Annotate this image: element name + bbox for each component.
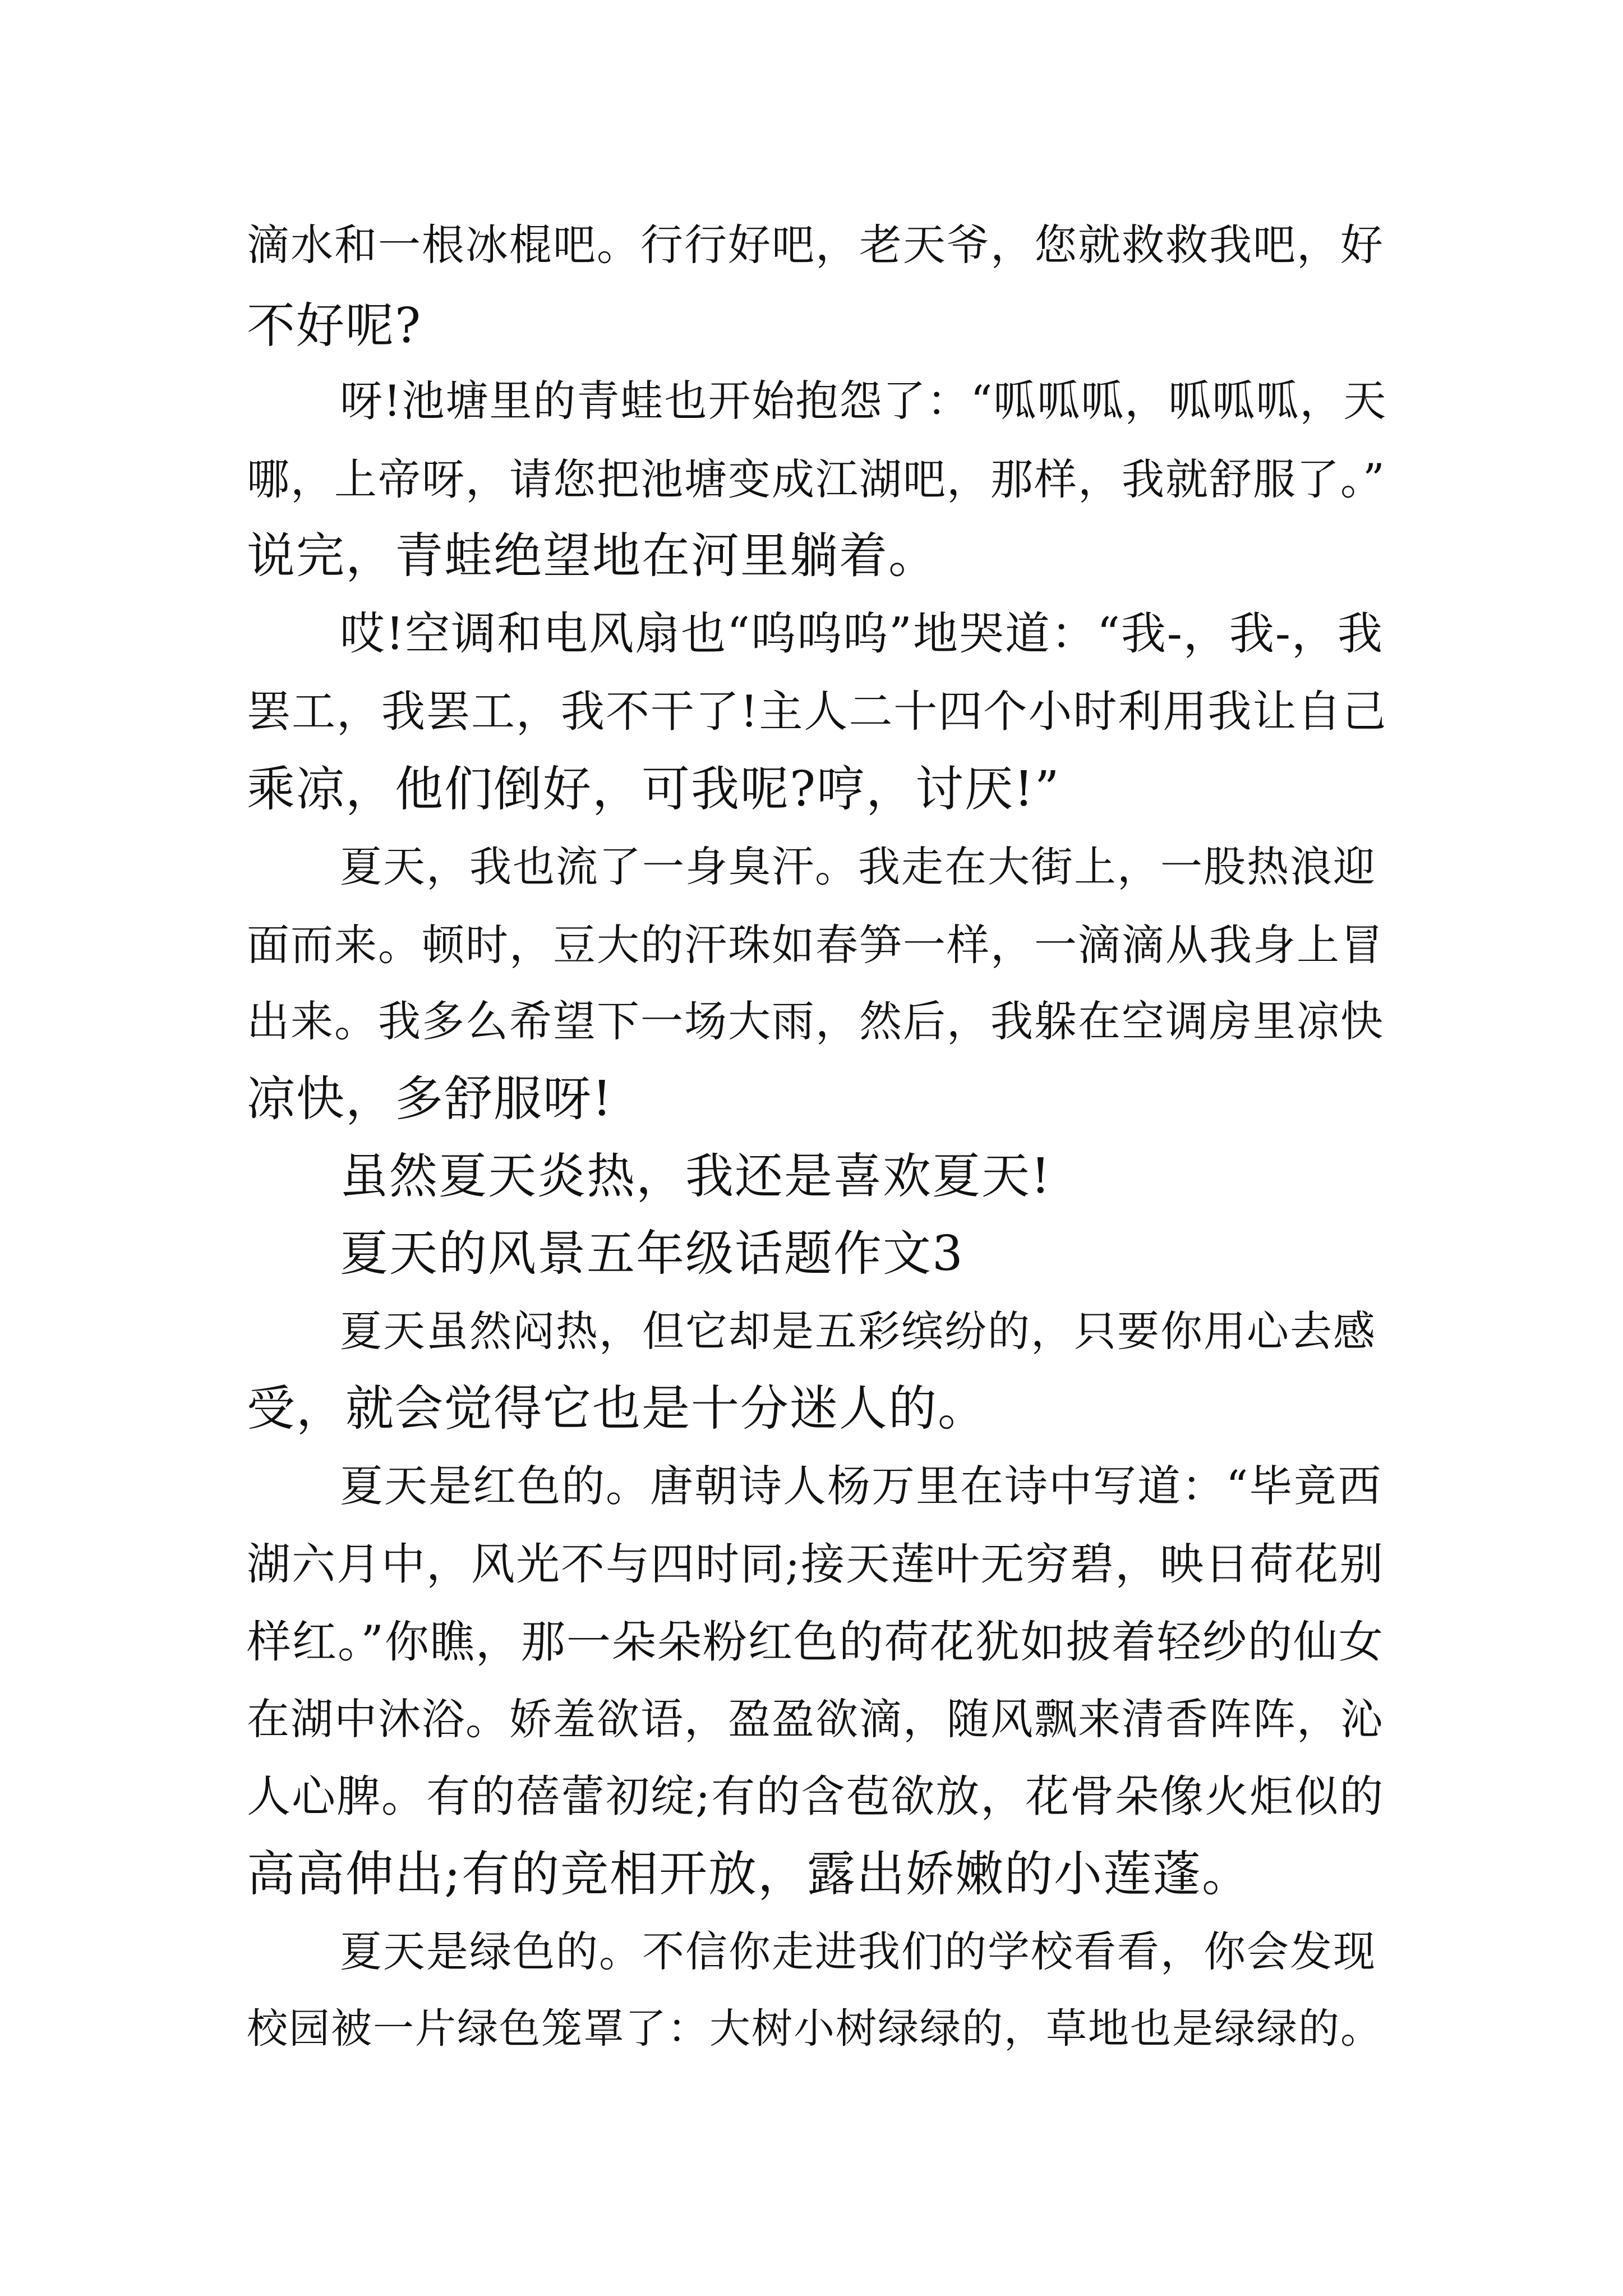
text-line: 夏天是红色的。唐朝诗人杨万里在诗中写道：“毕竟西 [340,1462,1382,1512]
text-line: 夏天虽然闷热，但它却是五彩缤纷的，只要你用心去感 [340,1306,1377,1356]
text-line: 受，就会觉得它也是十分迷人的。 [247,1381,987,1437]
text-line: 出来。我多么希望下一场大雨，然后，我躲在空调房里凉快 [247,996,1384,1046]
text-line: 哪，上帝呀，请您把池塘变成江湖吧，那样，我就舒服了。” [247,454,1386,504]
text-line: 不好呢? [247,298,422,354]
text-line: 湖六月中，风光不与四时同;接天莲叶无穷碧，映日荷花别 [247,1539,1385,1590]
text-line: 虽然夏天炎热，我还是喜欢夏天! [340,1148,1052,1204]
text-line: 说完，青蛙绝望地在河里躺着。 [247,528,938,584]
text-line: 罢工，我罢工，我不干了!主人二十四个小时利用我让自己 [247,687,1387,737]
text-line: 呀!池塘里的青蛙也开始抱怨了：“呱呱呱，呱呱呱，天 [340,376,1387,426]
text-line: 面而来。顿时，豆大的汗珠如春笋一样，一滴滴从我身上冒 [247,920,1384,970]
text-line: 滴水和一根冰棍吧。行行好吧，老天爷，您就救救我吧，好 [247,220,1384,270]
text-line: 乘凉，他们倒好，可我呢?哼，讨厌!” [247,761,1061,817]
text-line: 样红。”你瞧，那一朵朵粉红色的荷花犹如披着轻纱的仙女 [247,1616,1384,1668]
text-line: 高高伸出;有的竞相开放，露出娇嫩的小莲蓬。 [247,1846,1251,1902]
text-line: 校园被一片绿色笼罩了：大树小树绿绿的，草地也是绿绿的。 [247,2005,1382,2053]
text-line: 人心脾。有的蓓蕾初绽;有的含苞欲放，花骨朵像火炬似的 [247,1772,1385,1822]
text-line: 夏天，我也流了一身臭汗。我走在大街上，一股热浪迎 [340,842,1377,891]
text-line: 夏天的风景五年级话题作文3 [340,1226,964,1282]
text-line: 凉快，多舒服呀! [247,1071,613,1127]
text-line: 在湖中沐浴。娇羞欲语，盈盈欲滴，随风飘来清香阵阵，沁 [247,1694,1384,1744]
text-line: 夏天是绿色的。不信你走进我们的学校看看，你会发现 [340,1927,1377,1976]
text-line: 哎!空调和电风扇也“呜呜呜”地哭道：“我-，我-，我 [340,608,1384,660]
